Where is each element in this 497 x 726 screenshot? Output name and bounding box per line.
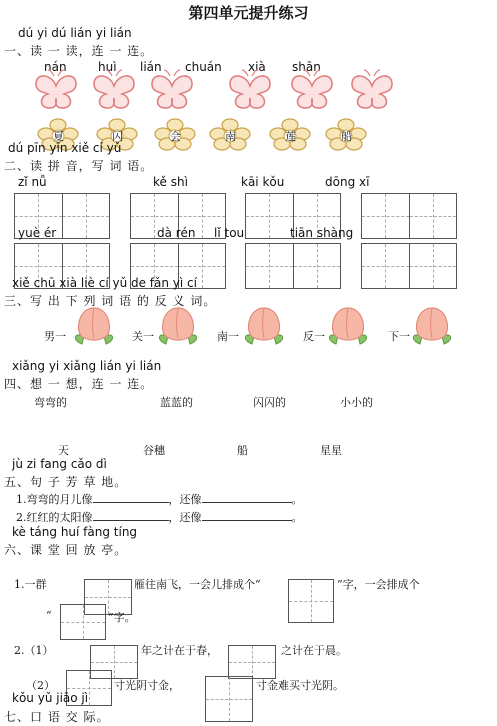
sentence-1-end: 。 <box>291 493 303 506</box>
q6-4-end: 寸金难买寸光阴。 <box>256 679 344 692</box>
butterfly-pinyin-2: huì <box>98 60 117 74</box>
butterfly-pinyin-5: xià <box>248 60 266 74</box>
s2-heading: 二、读 拼 音，写 词 语。 <box>4 159 154 173</box>
writing-grid-8[interactable] <box>361 243 457 289</box>
q6-3-end: 之计在于晨。 <box>281 644 347 657</box>
antonym-fan: 反一 <box>303 330 325 343</box>
s7-pinyin-heading: kǒu yǔ jiāo jì <box>12 691 89 705</box>
adj-shanshan: 闪闪的 <box>253 396 286 409</box>
noun-gusui: 谷穗 <box>143 444 165 457</box>
sentence-1-blank-2[interactable] <box>202 492 292 503</box>
q6-3-text: 年之计在于春， <box>141 644 218 657</box>
q6-4-text: 寸光阴寸金， <box>114 679 180 692</box>
q6-1-text: 雁往南飞，一会儿排成个“ <box>134 578 261 591</box>
flower-char-4: 南 <box>225 130 236 143</box>
q6-4-prefix: （2） <box>26 679 55 692</box>
adj-xiaoxiao: 小小的 <box>340 396 373 409</box>
butterfly-6 <box>352 70 392 108</box>
flower-char-1: 夏 <box>53 130 64 143</box>
sentence-2-mid: ，还像 <box>168 511 202 524</box>
s1-heading: 一、读 一 读，连 一 连。 <box>4 44 154 58</box>
pinyin-tianshang: tiān shàng <box>290 226 354 240</box>
sentence-1 <box>16 491 303 507</box>
pinyin-litou: lǐ tou <box>214 226 245 240</box>
peach-2[interactable] <box>159 308 196 344</box>
butterfly-row <box>0 68 497 128</box>
sentence-2-end: 。 <box>291 511 303 524</box>
s4-pinyin-heading: xiǎng yi xiǎng lián yi lián <box>12 359 162 373</box>
butterfly-1 <box>36 70 76 108</box>
s7-heading: 七、口 语 交 际。 <box>4 710 110 724</box>
q6-2-close: ”字。 <box>108 611 136 624</box>
pinyin-daren: dà rén <box>157 226 196 240</box>
flower-char-5: 莲 <box>285 130 296 143</box>
writing-grid-4[interactable] <box>361 193 457 239</box>
pinyin-zinu: zǐ nǚ <box>18 175 47 189</box>
pinyin-keshi: kě shì <box>153 175 188 189</box>
butterfly-pinyin-4: chuán <box>185 60 222 74</box>
s2-pinyin-heading: dú pīn yīn xiě cí yǔ <box>8 141 122 155</box>
peach-1[interactable] <box>75 308 112 344</box>
peach-4[interactable] <box>329 308 366 344</box>
antonym-nan: 男一 <box>44 330 66 343</box>
noun-xingxing: 星星 <box>320 444 342 457</box>
butterfly-pinyin-3: lián <box>140 60 162 74</box>
antonym-nan2: 南一 <box>217 330 239 343</box>
butterfly-4 <box>230 70 270 108</box>
sentence-1-prefix: 1.弯弯的月儿像 <box>16 493 93 506</box>
s3-pinyin-heading: xiě chū xià liè cí yǔ de fǎn yì cí <box>12 276 197 290</box>
butterfly-pinyin-6: shān <box>292 60 321 74</box>
flower-char-6: 船 <box>341 130 352 143</box>
butterfly-3 <box>152 70 192 108</box>
page-title: 第四单元提升练习 <box>188 4 309 22</box>
sentence-2-blank-2[interactable] <box>202 510 292 521</box>
antonym-xia: 下一 <box>388 330 410 343</box>
noun-tian: 天 <box>58 444 69 457</box>
s3-heading: 三、写 出 下 列 词 语 的 反 义 词。 <box>4 294 217 308</box>
adj-wanwan: 弯弯的 <box>34 396 67 409</box>
q6-1-end: ”字，一会排成个 <box>337 578 420 591</box>
peach-3[interactable] <box>245 308 282 344</box>
s6-pinyin-heading: kè táng huí fàng tíng <box>12 525 138 539</box>
sentence-1-mid: ，还像 <box>168 493 202 506</box>
s4-heading: 四、想 一 想，连 一 连。 <box>4 377 154 391</box>
antonym-guan: 关一 <box>132 330 154 343</box>
pinyin-dongxi: dōng xī <box>325 175 370 189</box>
s6-heading: 六、课 堂 回 放 亭。 <box>4 543 128 557</box>
writing-grid-7[interactable] <box>245 243 341 289</box>
sentence-2-blank-1[interactable] <box>93 510 169 521</box>
pinyin-kaikou: kāi kǒu <box>241 175 285 189</box>
butterfly-2 <box>94 70 134 108</box>
peach-5[interactable] <box>413 308 450 344</box>
pinyin-yueer: yuè ér <box>18 226 57 240</box>
flower-char-2: 闪 <box>112 130 123 143</box>
butterfly-5 <box>292 70 332 108</box>
peach-row <box>0 306 497 346</box>
answer-box-2[interactable] <box>288 579 334 623</box>
sentence-1-blank-1[interactable] <box>93 492 169 503</box>
sentence-2 <box>16 509 303 525</box>
q6-3-prefix: 2.（1） <box>14 644 54 657</box>
flower-char-3: 会 <box>170 130 181 143</box>
s5-heading: 五、句 子 芳 草 地。 <box>4 475 128 489</box>
sentence-2-prefix: 2.红红的太阳像 <box>16 511 93 524</box>
noun-chuan: 船 <box>237 444 248 457</box>
answer-box-5[interactable] <box>228 645 276 679</box>
butterfly-pinyin-1: nán <box>44 60 67 74</box>
q6-2-open: “ <box>46 609 52 622</box>
q6-1-prefix: 1.一群 <box>14 578 47 591</box>
s5-pinyin-heading: jù zi fang cǎo dì <box>12 457 107 471</box>
answer-box-3[interactable] <box>60 604 106 640</box>
adj-lanlan: 蓝蓝的 <box>160 396 193 409</box>
s1-pinyin-heading: dú yi dú lián yi lián <box>18 26 132 40</box>
answer-box-7[interactable] <box>205 676 253 722</box>
